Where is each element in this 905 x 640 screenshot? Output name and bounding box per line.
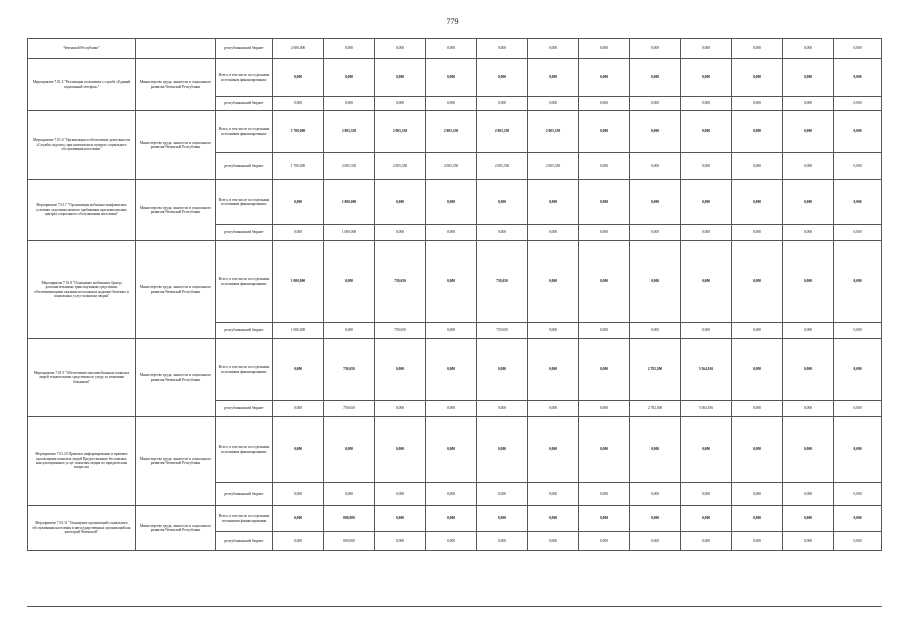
table-row (28, 417, 882, 483)
executor-cell: Министерство труда, занятости и социального развития Чеченской Республики (136, 417, 216, 506)
funding-source: республиканский бюджет (216, 39, 273, 59)
value-cell: 0,000 (579, 39, 630, 59)
value-cell: 0,000 (579, 59, 630, 97)
value-cell: 0,000 (579, 483, 630, 506)
value-cell: 2 005,350 (324, 111, 375, 153)
value-cell: 0,000 (273, 401, 324, 417)
value-cell: 0,000 (630, 97, 681, 111)
value-cell: 0,000 (630, 417, 681, 483)
table-row (28, 180, 882, 225)
value-cell: 0,000 (528, 417, 579, 483)
value-cell: 0,000 (375, 180, 426, 225)
value-cell: 800,000 (324, 506, 375, 532)
funding-source: Всего, в том числе по отдельным источникам финансирования: (216, 59, 273, 97)
value-cell: 0,000 (630, 39, 681, 59)
value-cell: 2 600,000 (273, 39, 324, 59)
value-cell: 0,000 (375, 225, 426, 241)
measure-name: Чеченской Республике" (28, 39, 136, 59)
value-cell: 2 005,350 (477, 111, 528, 153)
value-cell: 0,000 (681, 59, 732, 97)
measure-name: Мероприятие 7.01.7 "Организация мобильно-конфликтных условиях отделения ночного пребывания при комплексных центрах социального обслуживания населения" (28, 180, 136, 241)
value-cell: 0,000 (375, 417, 426, 483)
funding-source: Всего, в том числе по отдельным источникам финансирования: (216, 180, 273, 225)
funding-source: республиканский бюджет (216, 483, 273, 506)
value-cell: 0,000 (732, 417, 783, 483)
value-cell: 0,000 (834, 59, 882, 97)
value-cell: 2 005,350 (375, 153, 426, 180)
value-cell: 0,000 (681, 417, 732, 483)
value-cell: 2 005,350 (528, 111, 579, 153)
funding-source: республиканский бюджет (216, 97, 273, 111)
value-cell: 0,000 (834, 153, 882, 180)
table-bottom-border (27, 606, 882, 607)
value-cell: 0,000 (528, 241, 579, 323)
value-cell: 0,000 (579, 339, 630, 401)
value-cell: 0,000 (375, 532, 426, 551)
value-cell: 0,000 (681, 506, 732, 532)
executor-cell: Министерство труда, занятости и социального развития Чеченской Республики (136, 339, 216, 417)
executor-cell: Министерство труда, занятости и социального развития Чеченской Республики (136, 506, 216, 551)
value-cell: 0,000 (732, 241, 783, 323)
value-cell: 0,000 (630, 59, 681, 97)
value-cell: 0,000 (732, 339, 783, 401)
value-cell: 0,000 (375, 339, 426, 401)
value-cell: 0,000 (732, 532, 783, 551)
value-cell: 0,000 (783, 97, 834, 111)
value-cell: 0,000 (834, 39, 882, 59)
value-cell: 0,000 (834, 339, 882, 401)
table-row (28, 59, 882, 97)
value-cell: 0,000 (732, 153, 783, 180)
value-cell: 0,000 (732, 483, 783, 506)
table-row (28, 506, 882, 532)
value-cell: 0,000 (528, 97, 579, 111)
value-cell: 2 005,350 (426, 153, 477, 180)
value-cell: 0,000 (732, 401, 783, 417)
value-cell: 0,000 (477, 339, 528, 401)
value-cell: 2 782,500 (630, 339, 681, 401)
measure-name: Мероприятие 7.01.11 "Оснащение организаций социального обслуживания населения и негосударственных организаций как категорий Чеченской" (28, 506, 136, 551)
value-cell: 0,000 (783, 241, 834, 323)
value-cell: 0,000 (681, 153, 732, 180)
value-cell: 0,000 (630, 225, 681, 241)
value-cell: 0,000 (579, 111, 630, 153)
funding-source: Всего, в том числе по отдельным источникам финансирования: (216, 241, 273, 323)
value-cell: 0,000 (375, 97, 426, 111)
funding-source: республиканский бюджет (216, 532, 273, 551)
table-row (28, 39, 882, 59)
table-row (28, 111, 882, 153)
executor-cell (136, 39, 216, 59)
value-cell: 0,000 (324, 483, 375, 506)
funding-source: Всего, в том числе по отдельным источникам финансирования: (216, 339, 273, 401)
value-cell: 0,000 (630, 241, 681, 323)
value-cell: 0,000 (273, 97, 324, 111)
executor-cell: Министерство труда, занятости и социального развития Чеченской Республики (136, 241, 216, 339)
value-cell: 0,000 (732, 59, 783, 97)
value-cell: 0,000 (732, 97, 783, 111)
value-cell: 0,000 (681, 241, 732, 323)
value-cell: 0,000 (324, 241, 375, 323)
value-cell: 2 005,350 (426, 111, 477, 153)
value-cell: 0,000 (732, 39, 783, 59)
value-cell: 0,000 (528, 506, 579, 532)
value-cell: 759,650 (477, 241, 528, 323)
value-cell: 0,000 (732, 323, 783, 339)
value-cell: 0,000 (783, 417, 834, 483)
value-cell: 1 700,000 (273, 111, 324, 153)
value-cell: 0,000 (834, 180, 882, 225)
value-cell: 0,000 (783, 532, 834, 551)
value-cell: 0,000 (426, 323, 477, 339)
value-cell: 0,000 (630, 153, 681, 180)
value-cell: 0,000 (477, 59, 528, 97)
value-cell: 0,000 (273, 532, 324, 551)
value-cell: 0,000 (375, 401, 426, 417)
value-cell: 0,000 (681, 323, 732, 339)
executor-cell: Министерство труда, занятости и социального развития Чеченской Республики (136, 59, 216, 111)
value-cell: 0,000 (324, 59, 375, 97)
value-cell: 0,000 (579, 401, 630, 417)
value-cell: 2 005,350 (375, 111, 426, 153)
value-cell: 0,000 (324, 323, 375, 339)
measure-name: Мероприятие 7.01.10 Правовое информирование и правовое просвещение пожилых людей Предоставление бесплатных консультационных услуг пожилым людям по юридическим вопросам (28, 417, 136, 506)
value-cell: 0,000 (579, 225, 630, 241)
value-cell: 800,000 (324, 532, 375, 551)
measure-name: Мероприятие 7.01.6 "Организация и обеспечение деятельности «Службы сиделок» при комплексных центрах социального обслуживания населения" (28, 111, 136, 180)
value-cell: 0,000 (834, 483, 882, 506)
value-cell: 0,000 (681, 483, 732, 506)
value-cell: 0,000 (426, 225, 477, 241)
value-cell: 0,000 (375, 506, 426, 532)
budget-table (27, 38, 882, 551)
value-cell: 0,000 (783, 111, 834, 153)
value-cell: 0,000 (528, 180, 579, 225)
value-cell: 0,000 (834, 401, 882, 417)
value-cell: 0,000 (783, 339, 834, 401)
value-cell: 0,000 (732, 111, 783, 153)
value-cell: 0,000 (783, 153, 834, 180)
value-cell: 0,000 (426, 483, 477, 506)
value-cell: 0,000 (477, 225, 528, 241)
value-cell: 0,000 (579, 153, 630, 180)
value-cell: 0,000 (834, 417, 882, 483)
value-cell: 759,650 (375, 241, 426, 323)
funding-source: Всего, в том числе по отдельным источникам финансирования: (216, 111, 273, 153)
value-cell: 0,000 (528, 339, 579, 401)
value-cell: 0,000 (630, 506, 681, 532)
value-cell: 0,000 (783, 225, 834, 241)
measure-name: Мероприятие 7.01.8 "Оснащение мобильных бригад дополнительными транспортными средствами, обеспечивающими оказание неотложных надомно-бытовых и социальных услуг пожилым людям" (28, 241, 136, 339)
value-cell: 0,000 (477, 97, 528, 111)
value-cell: 759,650 (375, 323, 426, 339)
value-cell: 0,000 (528, 401, 579, 417)
value-cell: 0,000 (783, 39, 834, 59)
value-cell: 0,000 (630, 180, 681, 225)
value-cell: 0,000 (426, 506, 477, 532)
value-cell: 0,000 (834, 241, 882, 323)
value-cell: 0,000 (579, 532, 630, 551)
value-cell: 0,000 (426, 97, 477, 111)
value-cell: 0,000 (273, 59, 324, 97)
value-cell: 2 005,350 (324, 153, 375, 180)
value-cell: 0,000 (783, 506, 834, 532)
funding-source: республиканский бюджет (216, 401, 273, 417)
value-cell: 0,000 (834, 323, 882, 339)
value-cell: 0,000 (273, 180, 324, 225)
value-cell: 0,000 (681, 180, 732, 225)
value-cell: 1 000,000 (324, 225, 375, 241)
value-cell: 0,000 (375, 59, 426, 97)
value-cell: 1 000,000 (324, 180, 375, 225)
value-cell: 759,650 (477, 323, 528, 339)
value-cell: 0,000 (630, 483, 681, 506)
value-cell: 0,000 (273, 483, 324, 506)
funding-source: Всего, в том числе по отдельным источникам финансирования (216, 506, 273, 532)
page-number: 779 (446, 17, 459, 26)
executor-cell: Министерство труда, занятости и социального развития Чеченской Республики (136, 180, 216, 241)
value-cell: 0,000 (681, 532, 732, 551)
value-cell: 0,000 (579, 506, 630, 532)
value-cell: 0,000 (834, 97, 882, 111)
executor-cell: Министерство труда, занятости и социального развития Чеченской Республики (136, 111, 216, 180)
funding-source: республиканский бюджет (216, 153, 273, 180)
value-cell: 0,000 (630, 111, 681, 153)
value-cell: 0,000 (783, 323, 834, 339)
value-cell: 0,000 (528, 483, 579, 506)
value-cell: 0,000 (579, 97, 630, 111)
value-cell: 0,000 (681, 97, 732, 111)
value-cell: 0,000 (477, 180, 528, 225)
value-cell: 5 564,916 (681, 401, 732, 417)
funding-source: республиканский бюджет (216, 225, 273, 241)
value-cell: 1 000,000 (273, 241, 324, 323)
value-cell: 759,650 (324, 339, 375, 401)
value-cell: 0,000 (528, 39, 579, 59)
value-cell: 0,000 (579, 323, 630, 339)
value-cell: 0,000 (732, 225, 783, 241)
value-cell: 0,000 (528, 59, 579, 97)
value-cell: 0,000 (375, 483, 426, 506)
value-cell: 0,000 (783, 180, 834, 225)
value-cell: 0,000 (834, 111, 882, 153)
funding-source: республиканский бюджет (216, 323, 273, 339)
value-cell: 0,000 (426, 339, 477, 401)
value-cell: 0,000 (426, 532, 477, 551)
value-cell: 0,000 (375, 39, 426, 59)
value-cell: 0,000 (732, 180, 783, 225)
value-cell: 0,000 (477, 506, 528, 532)
value-cell: 0,000 (681, 39, 732, 59)
measure-name: Мероприятие 7.01.5 "Реализация положения о службе «Единый социальный телефон»" (28, 59, 136, 111)
value-cell: 0,000 (273, 339, 324, 401)
funding-source: Всего, в том числе по отдельным источникам финансирования: (216, 417, 273, 483)
value-cell: 0,000 (426, 401, 477, 417)
value-cell: 1 700,000 (273, 153, 324, 180)
value-cell: 0,000 (426, 59, 477, 97)
value-cell: 0,000 (426, 39, 477, 59)
value-cell: 0,000 (426, 180, 477, 225)
value-cell: 0,000 (834, 506, 882, 532)
value-cell: 0,000 (324, 97, 375, 111)
table-row (28, 241, 882, 323)
value-cell: 0,000 (579, 180, 630, 225)
value-cell: 1 000,000 (273, 323, 324, 339)
value-cell: 0,000 (783, 483, 834, 506)
value-cell: 0,000 (477, 39, 528, 59)
value-cell: 0,000 (426, 417, 477, 483)
value-cell: 0,000 (630, 532, 681, 551)
value-cell: 0,000 (273, 417, 324, 483)
value-cell: 0,000 (477, 532, 528, 551)
value-cell: 759,650 (324, 401, 375, 417)
value-cell: 5 564,916 (681, 339, 732, 401)
value-cell: 0,000 (477, 483, 528, 506)
value-cell: 0,000 (528, 225, 579, 241)
value-cell: 2 782,500 (630, 401, 681, 417)
value-cell: 2 005,350 (477, 153, 528, 180)
value-cell: 0,000 (579, 241, 630, 323)
value-cell: 0,000 (426, 241, 477, 323)
value-cell: 0,000 (681, 111, 732, 153)
value-cell: 0,000 (477, 417, 528, 483)
value-cell: 0,000 (834, 532, 882, 551)
value-cell: 0,000 (324, 39, 375, 59)
table-body (28, 39, 882, 551)
value-cell: 0,000 (783, 401, 834, 417)
value-cell: 0,000 (579, 417, 630, 483)
value-cell: 0,000 (681, 225, 732, 241)
value-cell: 0,000 (273, 225, 324, 241)
table-row (28, 339, 882, 401)
value-cell: 0,000 (834, 225, 882, 241)
value-cell: 0,000 (324, 417, 375, 483)
value-cell: 0,000 (783, 59, 834, 97)
value-cell: 0,000 (630, 323, 681, 339)
value-cell: 2 005,350 (528, 153, 579, 180)
value-cell: 0,000 (477, 401, 528, 417)
value-cell: 0,000 (528, 323, 579, 339)
measure-name: Мероприятие 7.01.9 "Обеспечение малоимобильных пожилых людей техническими средствами по уходу за лежачими больными" (28, 339, 136, 417)
value-cell: 0,000 (732, 506, 783, 532)
value-cell: 0,000 (528, 532, 579, 551)
value-cell: 0,000 (273, 506, 324, 532)
